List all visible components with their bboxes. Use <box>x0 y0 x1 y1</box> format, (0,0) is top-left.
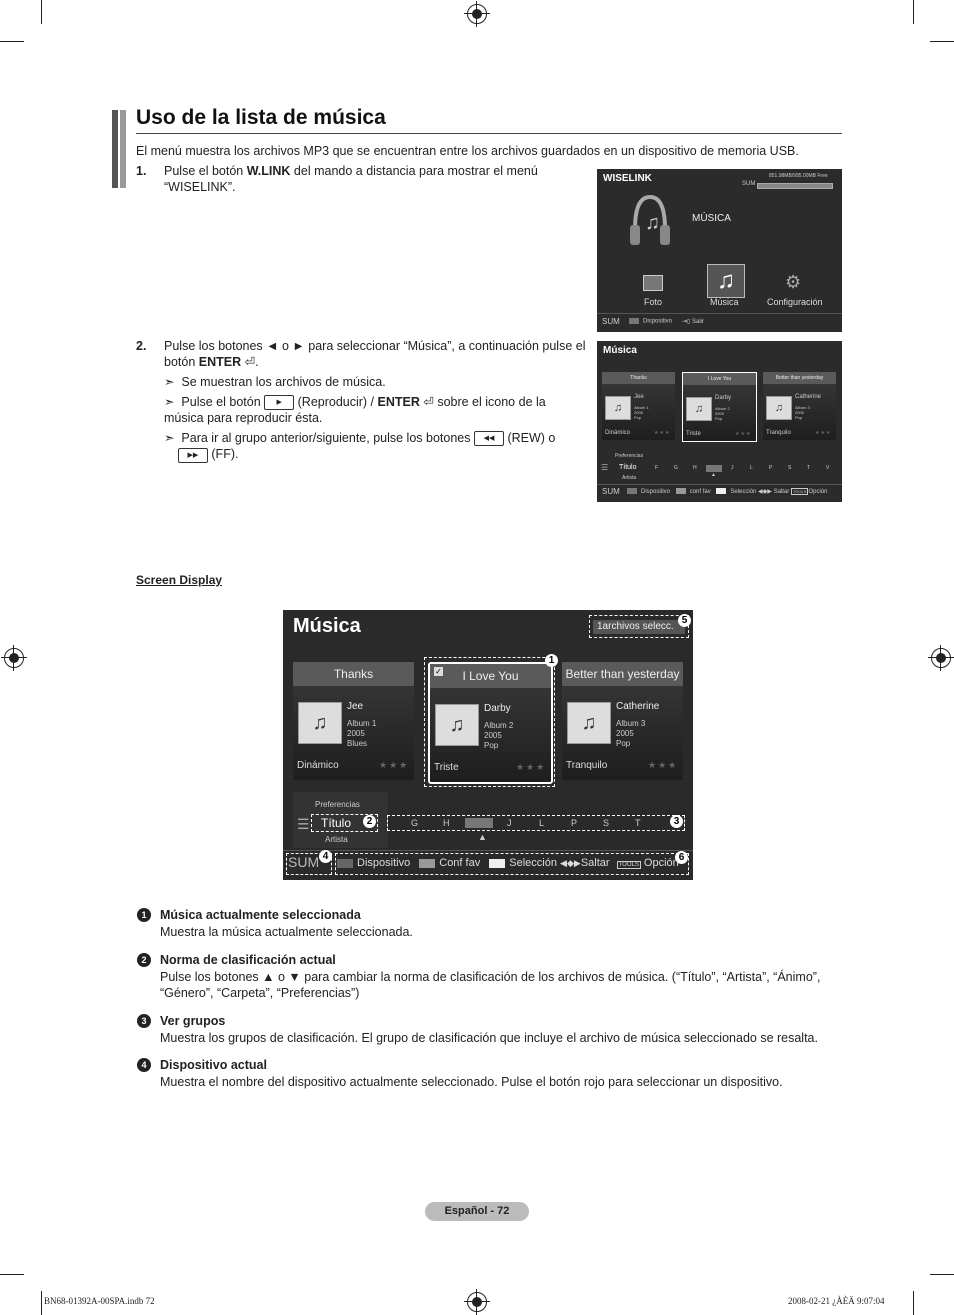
imprint-right: 2008-02-21 ¿ÀÈÄ 9:07:04 <box>788 1296 885 1306</box>
card-year: 2005 <box>795 410 804 415</box>
group-letter[interactable] <box>465 818 493 828</box>
crop-mark <box>41 1291 42 1315</box>
callout-badge: 5 <box>678 614 691 627</box>
item-text: Muestra el nombre del dispositivo actualmente seleccionado. Pulse el botón rojo para seleccionar un dispositivo. <box>160 1075 783 1089</box>
note: ➣ Se muestran los archivos de música. <box>164 375 386 389</box>
card-title: Thanks <box>293 662 414 686</box>
crop-mark <box>0 1274 24 1275</box>
heading-bar <box>112 110 118 188</box>
callout-badge: 3 <box>670 815 683 828</box>
card-year: 2005 <box>634 410 643 415</box>
card-genre: Blues <box>347 739 368 748</box>
registration-mark-icon <box>931 648 951 668</box>
group-pointer-icon: ▲ <box>711 472 716 478</box>
footer-sum: SUM <box>288 854 320 870</box>
step-number: 1. <box>136 164 147 178</box>
rating-stars-icon: ★★★ <box>379 760 410 770</box>
sort-next: Artista <box>622 475 637 481</box>
intro-text: El menú muestra los archivos MP3 que se encuentran entre los archivos guardados en un dispositivo de memoria USB. <box>136 144 799 158</box>
item-title: Dispositivo actual <box>160 1058 267 1072</box>
item-number-badge: 1 <box>137 908 151 922</box>
heading-rule <box>136 133 842 134</box>
card-genre: Pop <box>616 739 631 748</box>
callout-box-1 <box>424 657 555 787</box>
saltar-label: Saltar <box>773 489 790 495</box>
group-letter[interactable]: P <box>769 465 773 471</box>
rating-stars-icon: ★★★ <box>648 760 679 770</box>
card-title: Thanks <box>602 372 675 384</box>
note-text: (REW) o <box>507 431 556 446</box>
screen-display-label: Screen Display <box>136 573 223 587</box>
crop-mark <box>930 41 954 42</box>
dispositivo-label: Dispositivo <box>641 489 671 495</box>
footer-legend: Dispositivo conf fav Selección ◀◆▶ Saltar TOOLS Opción <box>627 488 827 495</box>
imprint-left: BN68-01392A-00SPA.indb 72 <box>44 1296 155 1306</box>
music-card[interactable] <box>562 662 683 780</box>
checkbox-icon[interactable]: ✓ <box>435 667 442 676</box>
card-genre: Pop <box>715 416 723 421</box>
sort-prev: Preferencias <box>615 453 644 459</box>
sort-next: Artista <box>325 835 348 844</box>
card-artist: Darby <box>484 703 511 714</box>
callout-badge: 4 <box>319 850 332 863</box>
footer-salir: ⇥▯ Salir <box>682 319 705 325</box>
card-album: Album 3 <box>795 405 810 410</box>
opcion-label[interactable]: Opción <box>643 857 679 869</box>
group-letter[interactable]: T <box>807 465 811 471</box>
photo-icon[interactable] <box>643 275 663 291</box>
card-album: Album 2 <box>715 406 730 411</box>
card-genre: Pop <box>795 415 803 420</box>
music-note-icon: ♫ <box>298 702 342 744</box>
group-letter[interactable]: P <box>571 818 578 828</box>
card-title: Better than yesterday <box>763 372 836 384</box>
rating-stars-icon: ★★★ <box>735 431 752 437</box>
headphones-icon <box>627 191 673 251</box>
page-title: Uso de la lista de música <box>136 106 386 129</box>
skip-arrows-icon: ◀◆▶ <box>560 858 581 868</box>
step1-text <box>164 163 574 195</box>
rating-stars-icon: ★★★ <box>516 762 547 772</box>
selected-count: 1archivos selecc. <box>593 620 685 634</box>
callout-badge: 1 <box>545 654 558 667</box>
conffav-label: conf fav <box>689 489 711 495</box>
group-letter[interactable]: J <box>731 465 734 471</box>
card-artist: Catherine <box>795 394 822 400</box>
card-title: I Love You <box>683 373 756 385</box>
card-mood: Triste <box>434 762 459 773</box>
callout-badge: 6 <box>675 851 688 864</box>
sort-prev: Preferencias <box>315 800 360 809</box>
note: ➣ Pulse el botón ▶ (Reproducir) / ENTER ⏎ sobre el icono de la música para reproducir ésta. <box>164 395 546 426</box>
music-icon[interactable]: ♫ <box>707 264 745 298</box>
menu-item-foto[interactable]: Foto <box>644 297 663 307</box>
heading-bar <box>120 110 126 188</box>
item-text: Muestra los grupos de clasificación. El grupo de clasificación que incluye el archivo de música seleccionado se resalta. <box>160 1031 818 1045</box>
item-number-badge: 3 <box>137 1014 151 1028</box>
dispositivo-label: Dispositivo <box>643 318 673 325</box>
saltar-label[interactable]: Saltar <box>580 857 610 869</box>
card-artist: Jee <box>634 394 644 400</box>
card-mood: Dinámico <box>605 430 631 436</box>
rew-button-icon: ◀◀ <box>474 431 504 446</box>
music-note-icon: ♫ <box>766 396 792 420</box>
enter-key: ENTER <box>198 355 242 369</box>
device-name: SUM <box>742 181 756 187</box>
note-text: (Reproducir) / <box>297 395 378 409</box>
crop-mark <box>41 0 42 24</box>
item-number-badge: 4 <box>137 1058 151 1072</box>
card-album: Album 1 <box>347 719 377 728</box>
card-mood: Triste <box>686 431 701 437</box>
music-card[interactable] <box>602 372 675 440</box>
opcion-label: Opción <box>808 489 828 495</box>
group-letter[interactable]: S <box>788 465 792 471</box>
ff-button-icon: ▶▶ <box>178 448 208 463</box>
conffav-label[interactable]: Conf fav <box>439 857 481 869</box>
footer-sum: SUM <box>602 487 620 496</box>
item-number-badge: 2 <box>137 953 151 967</box>
music-list-screen-small <box>597 341 842 502</box>
menu-item-configuracion[interactable]: Configuración <box>767 297 823 307</box>
play-button-icon: ▶ <box>264 395 294 410</box>
sort-menu-icon: ☰ <box>297 816 310 832</box>
group-letter[interactable]: S <box>603 818 610 828</box>
tools-label: TOOLS <box>792 489 807 494</box>
group-letter[interactable]: H <box>443 818 450 828</box>
card-album: Album 3 <box>616 719 646 728</box>
note-text: Para ir al grupo anterior/siguiente, pulse los botones <box>181 431 471 446</box>
music-note-icon: ♫ <box>435 704 479 746</box>
rating-stars-icon: ★★★ <box>815 430 832 436</box>
registration-mark-icon <box>467 4 487 24</box>
note-text: Pulse el botón <box>181 395 261 409</box>
group-pointer-icon: ▲ <box>478 832 487 842</box>
step1-post: del mando a distancia para mostrar el menú “WISELINK”. <box>164 164 538 194</box>
group-letter[interactable]: L <box>539 818 545 828</box>
group-letter[interactable]: T <box>635 818 641 828</box>
item-text: Muestra la música actualmente seleccionada. <box>160 925 413 939</box>
screen-title: Música <box>603 345 637 356</box>
footer-sum: SUM <box>602 317 620 326</box>
sort-current[interactable]: Título <box>619 464 637 471</box>
sort-current[interactable]: Título <box>321 816 352 830</box>
crop-mark <box>913 1291 914 1315</box>
card-year: 2005 <box>484 731 502 740</box>
note: ➣ Para ir al grupo anterior/siguiente, pulse los botones ◀◀ (REW) o ▶▶ (FF). <box>164 431 556 462</box>
enter-key: ENTER <box>377 395 420 409</box>
music-label: MÚSICA <box>692 213 731 224</box>
registration-mark-icon <box>467 1292 487 1312</box>
wlink-key: W.LINK <box>246 164 291 178</box>
page-number: Español - 72 <box>425 1202 529 1221</box>
group-letter[interactable]: J <box>507 818 512 828</box>
free-space: 851.98MB/995.00MB Free <box>769 173 828 179</box>
wiselink-title: WISELINK <box>603 173 652 184</box>
group-letter[interactable]: G <box>674 465 678 471</box>
crop-mark <box>930 1274 954 1275</box>
group-letter[interactable]: V <box>826 465 830 471</box>
gear-icon[interactable]: ⚙ <box>785 272 802 292</box>
callout-badge: 2 <box>363 815 376 828</box>
card-artist: Catherine <box>616 701 660 712</box>
seleccion-label: Selección <box>730 489 757 495</box>
item-text: Pulse los botones ▲ o ▼ para cambiar la norma de clasificación de los archivos de música. (“Título”, “Artista”, “Ánimo”, “Género”, “Carpeta”, “Preferencias”) <box>160 970 821 1000</box>
card-album: Album 1 <box>634 405 649 410</box>
seleccion-label[interactable]: Selección <box>509 857 557 869</box>
enter-icon: ⏎ <box>244 355 256 369</box>
step2-line: Pulse los botones ◄ o ► para seleccionar “Música”, a continuación pulse el botón <box>164 339 586 369</box>
group-letter[interactable]: L <box>750 465 753 471</box>
card-mood: Dinámico <box>297 760 339 771</box>
step2-text: Pulse los botones ◄ o ► para seleccionar “Música”, a continuación pulse el botón ENTER ⏎. <box>164 339 586 369</box>
card-mood: Tranquilo <box>766 430 791 436</box>
card-genre: Pop <box>484 741 499 750</box>
step1-pre: Pulse el botón <box>164 164 247 178</box>
group-letter[interactable]: F <box>655 465 659 471</box>
note-text: (FF). <box>211 447 239 462</box>
sort-menu-icon: ☰ <box>601 463 609 472</box>
card-title: Better than yesterday <box>562 662 683 686</box>
step-number: 2. <box>136 339 147 353</box>
footer-dispositivo <box>629 318 672 325</box>
music-note-icon: ♫ <box>567 702 611 744</box>
card-artist: Darby <box>715 395 732 401</box>
step2-notes <box>164 374 588 463</box>
music-card[interactable] <box>682 372 757 442</box>
music-note-icon: ♫ <box>686 397 712 421</box>
card-year: 2005 <box>715 411 724 416</box>
card-title: I Love You <box>430 664 551 688</box>
rating-stars-icon: ★★★ <box>654 430 671 436</box>
storage-bar <box>757 183 833 189</box>
item-title: Ver grupos <box>160 1014 226 1028</box>
footer-legend <box>337 857 679 869</box>
music-card[interactable] <box>763 372 836 440</box>
tools-label: TOOLS <box>618 862 639 868</box>
note-text: Se muestran los archivos de música. <box>181 375 386 389</box>
card-album: Album 2 <box>484 721 514 730</box>
menu-item-musica[interactable]: Música <box>710 297 739 307</box>
card-year: 2005 <box>347 729 365 738</box>
group-letter[interactable] <box>706 465 722 472</box>
crop-mark <box>913 0 914 24</box>
card-genre: Pop <box>634 415 642 420</box>
callout-box-5 <box>589 615 689 638</box>
card-year: 2005 <box>616 729 634 738</box>
group-letter[interactable]: H <box>693 465 697 471</box>
salir-label: Salir <box>692 319 705 325</box>
group-letter[interactable]: G <box>411 818 419 828</box>
item-title: Norma de clasificación actual <box>160 953 336 967</box>
note-text: sobre el icono de la música para reproducir ésta. <box>164 395 546 426</box>
screen-title: Música <box>293 615 361 637</box>
svg-text:♫: ♫ <box>645 212 660 234</box>
card-artist: Jee <box>347 701 364 712</box>
footer-divider <box>597 313 842 314</box>
music-card[interactable] <box>293 662 414 780</box>
registration-mark-icon <box>4 648 24 668</box>
wiselink-screen <box>597 169 842 332</box>
music-list-screen <box>283 610 693 880</box>
card-mood: Tranquilo <box>566 760 608 771</box>
crop-mark <box>0 41 24 42</box>
footer-divider <box>597 484 842 485</box>
dispositivo-label[interactable]: Dispositivo <box>357 857 411 869</box>
footer-divider <box>283 850 693 851</box>
item-title: Música actualmente seleccionada <box>160 908 361 922</box>
music-note-icon: ♫ <box>605 396 631 420</box>
